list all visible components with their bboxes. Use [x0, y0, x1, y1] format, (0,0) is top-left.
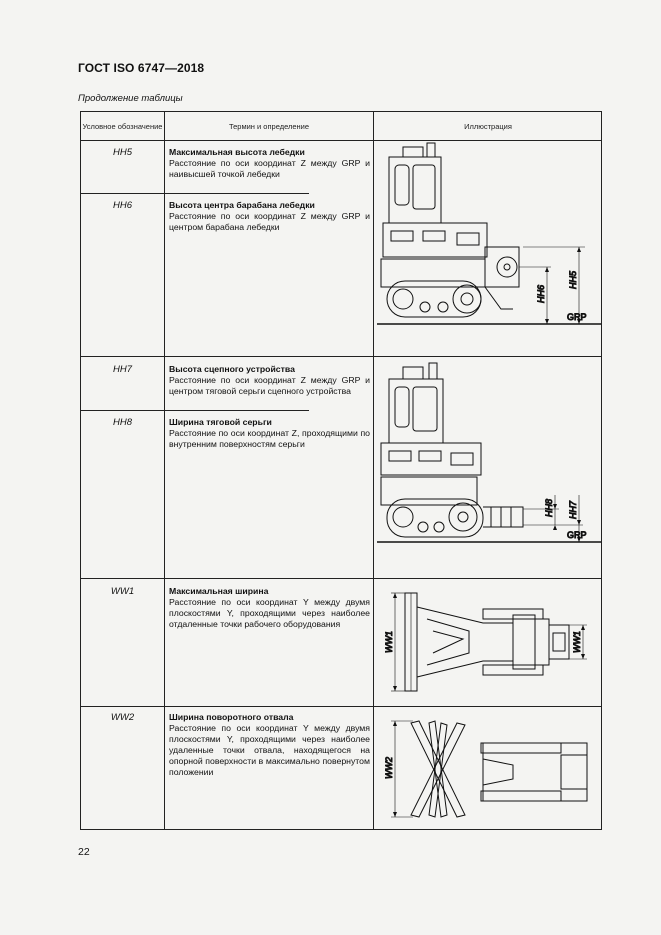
term-definition: Расстояние по оси координат Y между двумя плоскостями Y, проходящими через наиболее удаленные точки отвала, находящегося на опорной поверхности в максимально повернутом положении	[169, 723, 370, 777]
symbol-cell: WW2	[110, 712, 135, 723]
term-cell	[169, 586, 370, 630]
term-title: Ширина тяговой серьги	[169, 417, 272, 427]
symbol-cell: HH6	[112, 200, 132, 211]
blade-drawing	[373, 707, 602, 830]
term-definition: Расстояние по оси координат Z между GRP и центром тяговой серьги сцепного устройства	[169, 375, 370, 396]
dimension-label: WW1	[384, 631, 394, 653]
term-title: Высота сцепного устройства	[169, 364, 295, 374]
dimension-label: WW2	[384, 757, 394, 779]
dimension-label: HH8	[544, 498, 554, 517]
term-title: Ширина поворотного отвала	[169, 712, 294, 722]
term-title: Максимальная высота лебедки	[169, 147, 305, 157]
term-cell	[169, 147, 370, 180]
term-cell	[169, 712, 370, 778]
document-header: ГОСТ ISO 6747—2018	[78, 61, 205, 75]
hitch-drawing	[373, 357, 602, 578]
term-definition: Расстояние по оси координат Z, проходящими по внутренним поверхностям серьги	[169, 428, 370, 449]
symbol-cell: WW1	[110, 586, 135, 597]
column-header-symbol: Условное обозначение	[82, 121, 163, 131]
term-definition: Расстояние по оси координат Z между GRP и центром барабана лебедки	[169, 211, 370, 232]
page-number: 22	[78, 846, 90, 858]
width-drawing	[373, 579, 602, 706]
term-definition: Расстояние по оси координат Z между GRP и наивысшей точкой лебедки	[169, 158, 370, 179]
ground-reference-label: GRP	[567, 530, 587, 540]
table-caption: Продолжение таблицы	[78, 93, 183, 104]
winch	[485, 247, 519, 287]
illustration-width	[373, 579, 602, 706]
hitch	[483, 507, 523, 527]
column-header-illustration: Иллюстрация	[464, 121, 512, 131]
ground-reference-label: GRP	[567, 312, 587, 322]
symbol-cell: HH7	[112, 364, 132, 375]
engine-body	[381, 443, 481, 475]
blade-angled-right	[411, 723, 465, 817]
row-divider	[81, 193, 309, 194]
term-definition: Расстояние по оси координат Y между двумя плоскостями Y, проходящими через наиболее отдаленные точки рабочего оборудования	[169, 597, 370, 629]
term-title: Максимальная ширина	[169, 586, 269, 596]
term-cell	[169, 364, 370, 397]
blade-angled-left	[411, 721, 465, 817]
symbol-cell: HH5	[112, 147, 132, 158]
rear-body	[549, 625, 569, 659]
cab	[389, 379, 443, 443]
illustration-hitch	[373, 357, 602, 578]
symbol-cell: HH8	[112, 417, 132, 428]
winch-drum	[497, 257, 517, 277]
engine-body	[383, 223, 487, 257]
term-title: Высота центра барабана лебедки	[169, 200, 315, 210]
column-divider	[164, 112, 165, 829]
track	[387, 281, 481, 317]
tractor-plan	[483, 743, 587, 801]
illustration-blade	[373, 707, 602, 830]
term-cell	[169, 417, 370, 450]
dimension-label: HH6	[536, 284, 546, 303]
terms-table	[80, 111, 602, 830]
winch-drawing	[373, 141, 602, 356]
illustration-winch	[373, 141, 602, 356]
row-divider	[81, 410, 309, 411]
cab	[389, 157, 441, 223]
column-header-term: Термин и определение	[228, 121, 310, 131]
dimension-label: HH7	[568, 500, 578, 519]
dimension-label: HH5	[568, 270, 578, 289]
term-cell	[169, 200, 370, 233]
dimension-label: WW1	[572, 631, 582, 653]
